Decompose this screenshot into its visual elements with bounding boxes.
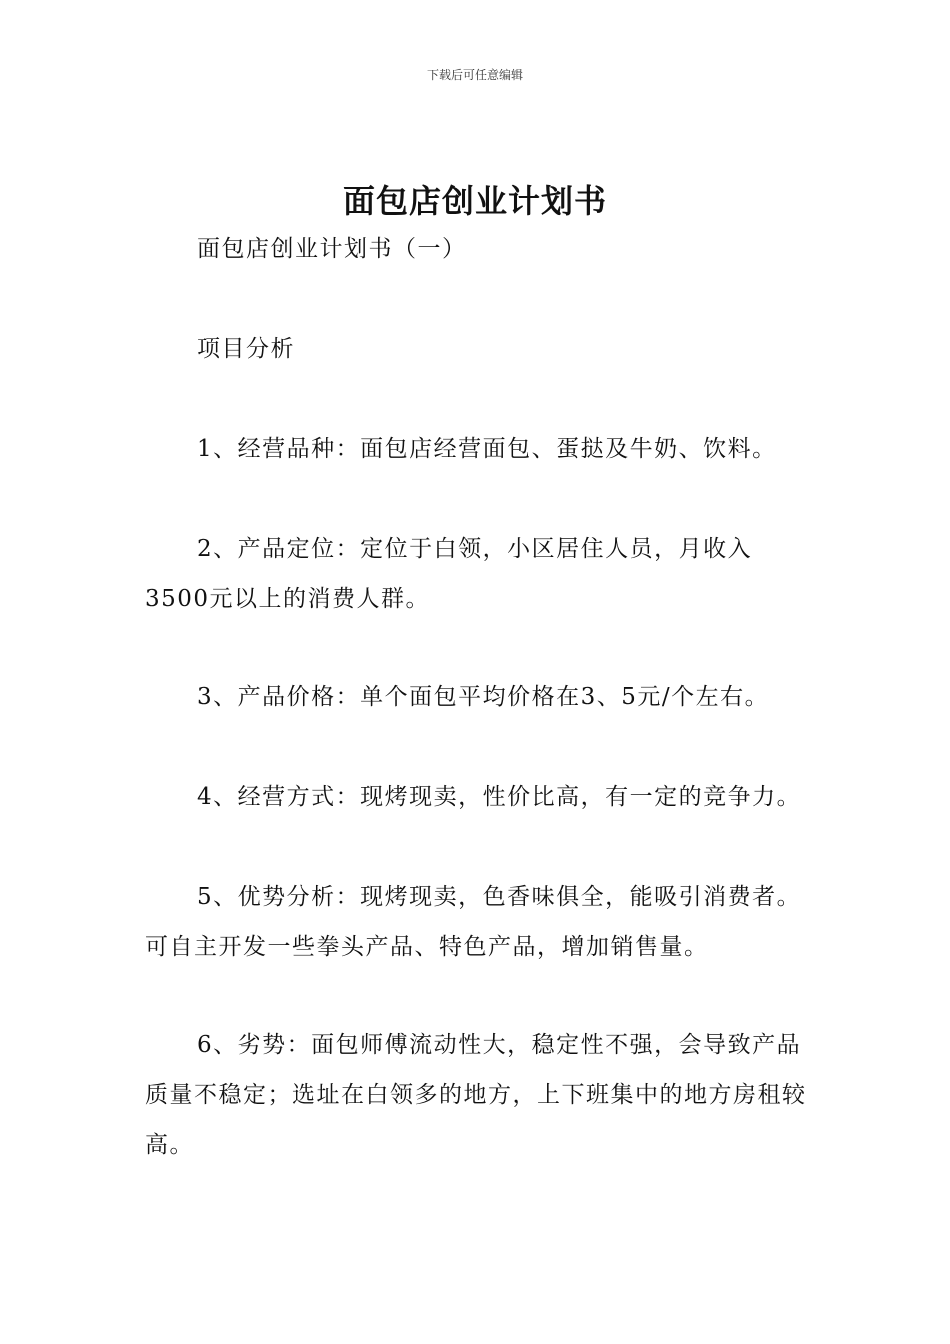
subtitle: 面包店创业计划书（一） bbox=[197, 236, 467, 262]
section-heading: 项目分析 bbox=[197, 336, 295, 362]
paragraph-1: 1、经营品种：面包店经营面包、蛋挞及牛奶、饮料。 bbox=[197, 436, 777, 462]
paragraph-4: 4、经营方式：现烤现卖，性价比高，有一定的竞争力。 bbox=[197, 784, 802, 810]
header-note: 下载后可任意编辑 bbox=[426, 68, 523, 82]
paragraph-6: 6、劣势：面包师傅流动性大，稳定性不强，会导致产品质量不稳定；选址在白领多的地方，上下班集中的地方房租较高。 bbox=[145, 1032, 807, 1158]
paragraph-5: 5、优势分析：现烤现卖，色香味俱全，能吸引消费者。可自主开发一些拳头产品、特色产品，增加销售量。 bbox=[145, 884, 802, 960]
paragraph-3: 3、产品价格：单个面包平均价格在3、5元/个左右。 bbox=[197, 684, 770, 710]
document-title: 面包店创业计划书 bbox=[342, 182, 607, 220]
paragraph-2: 2、产品定位：定位于白领，小区居住人员，月收入3500元以上的消费人群。 bbox=[145, 536, 753, 612]
